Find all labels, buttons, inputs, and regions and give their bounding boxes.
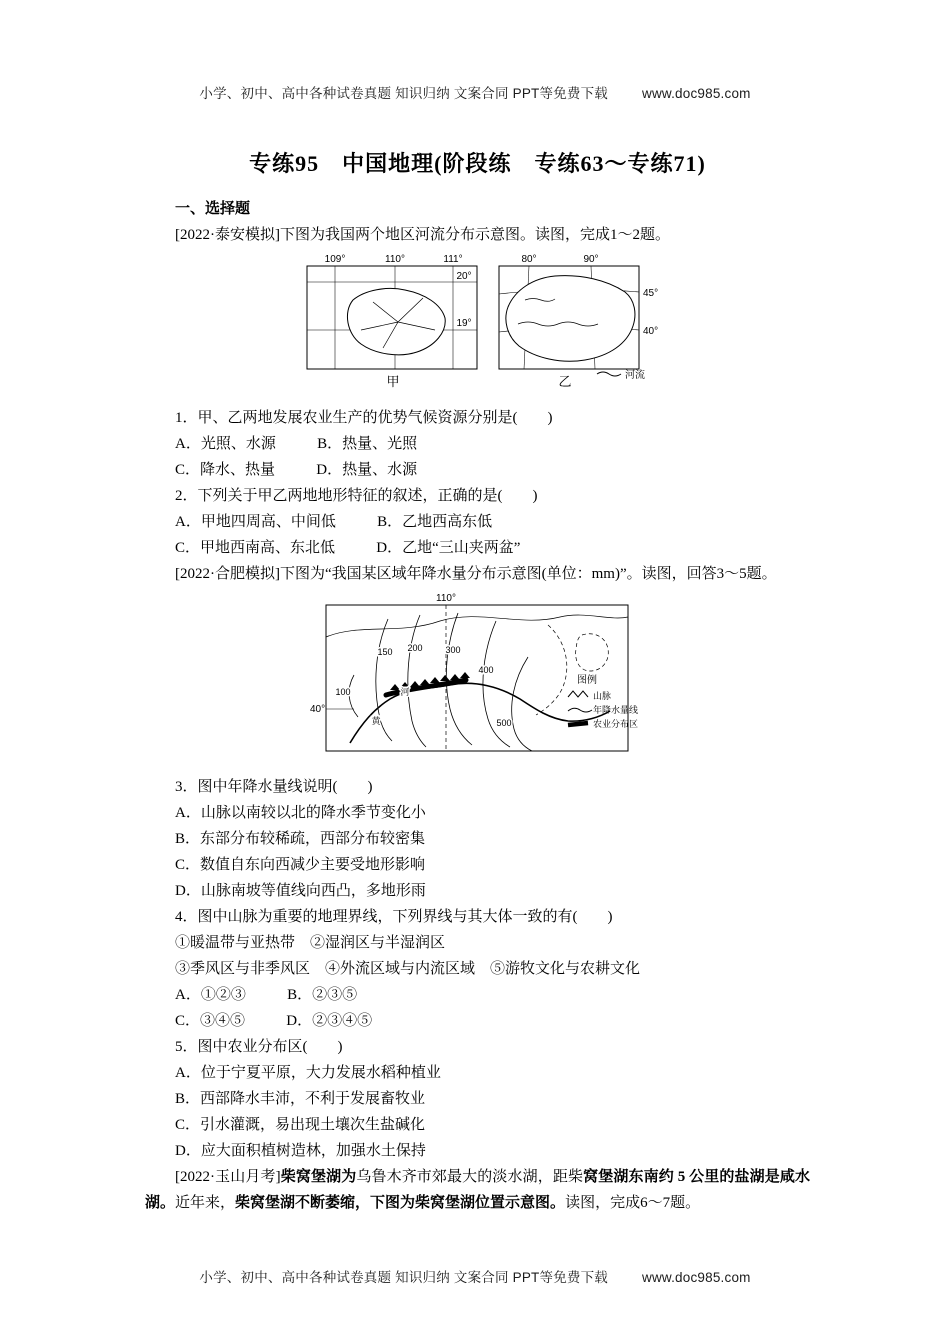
option-a: A．①②③ (175, 987, 246, 1003)
question-stem: 1．甲、乙两地发展农业生产的优势气候资源分别是( ) (175, 410, 553, 426)
map-yi (499, 254, 658, 389)
option-d: D．乙地“三山夹两盆” (376, 540, 521, 556)
river-legend-label: 河流 (624, 370, 645, 381)
legend-item-label: 山脉 (592, 691, 611, 701)
option-d: D．热量、水源 (316, 462, 418, 478)
river-name-char: 河 (399, 687, 410, 697)
contour-200 (407, 615, 425, 747)
question-stem: 4．图中山脉为重要的地理界线，下列界线与其大体一致的有( ) (175, 909, 613, 925)
page-footer (0, 1266, 950, 1286)
precipitation-map-svg (310, 591, 646, 759)
question-4 (145, 904, 810, 1034)
statement-row: ③季风区与非季风区 ④外流区域与内流区域 ⑤游牧文化与农耕文化 (175, 961, 641, 977)
intro-text-segment: 柴窝堡湖不断萎缩， (235, 1195, 371, 1211)
intro-text-segment: [2022·玉山月考] (175, 1169, 281, 1185)
lon-label: 80° (520, 254, 537, 265)
header-text: 小学、初中、高中各种试卷真题 知识归纳 文案合同 PPT等免费下载 (199, 86, 608, 101)
option-a: A．山脉以南较以北的降水季节变化小 (175, 805, 426, 821)
option-row (145, 1008, 810, 1034)
option-row (145, 1086, 810, 1112)
option-c: C．甲地西南高、东北低 (175, 540, 336, 556)
legend-item-label: 年降水量线 (592, 705, 638, 715)
option-a: A．甲地四周高、中间低 (175, 514, 336, 530)
option-row (145, 1060, 810, 1086)
meridian-label: 110° (435, 593, 456, 604)
river-maps-svg (303, 252, 658, 390)
legend-item-label: 农业分布区 (592, 719, 638, 729)
option-b: B．②③⑤ (287, 987, 358, 1003)
option-b: B．热量、光照 (317, 436, 418, 452)
intro-text-segment: 下图为柴窝堡湖位置示意图。 (370, 1195, 566, 1211)
option-row (145, 982, 810, 1008)
option-row (145, 852, 810, 878)
option-b: B．西部降水丰沛，不利于发展畜牧业 (175, 1091, 426, 1107)
question-1 (145, 405, 810, 483)
option-row (145, 457, 810, 483)
figure-precipitation-map (145, 591, 810, 768)
option-a: A．位于宁夏平原，大力发展水稻种植业 (175, 1065, 441, 1081)
figure-river-maps (145, 252, 810, 399)
option-d: D．应大面积植树造林，加强水土保持 (175, 1143, 426, 1159)
contour-label: 200 (406, 643, 423, 653)
contour-label: 500 (495, 718, 512, 728)
question-3 (145, 774, 810, 904)
option-c: C．数值自东向西减少主要受地形影响 (175, 857, 426, 873)
admin-boundary (575, 634, 608, 671)
contour-label: 100 (334, 687, 351, 697)
option-row (145, 535, 810, 561)
question-5 (145, 1034, 810, 1164)
page-header (0, 82, 950, 102)
parallel-label: 40° (309, 704, 325, 715)
isohyet-legend-symbol (568, 708, 592, 712)
option-row (145, 878, 810, 904)
lon-label: 90° (582, 254, 599, 265)
map-jia (307, 254, 477, 389)
lat-label: 20° (455, 271, 472, 282)
intro-text-segment: 柴窝堡湖为 (280, 1169, 357, 1185)
intro-text-segment: 读图，完成6～7题。 (565, 1195, 701, 1211)
lat-label: 45° (642, 288, 658, 299)
option-row (145, 800, 810, 826)
question-stem: 3．图中年降水量线说明( ) (175, 779, 373, 795)
option-row (145, 1112, 810, 1138)
question-stem: 2．下列关于甲乙两地地形特征的叙述，正确的是( ) (175, 488, 538, 504)
footer-url[interactable]: www.doc985.com (642, 1270, 751, 1285)
contour-label: 400 (477, 665, 494, 675)
option-b: B．东部分布较稀疏，西部分布较密集 (175, 831, 426, 847)
intro-text-segment: 盐湖是咸水湖。 (145, 1169, 810, 1211)
footer-text: 小学、初中、高中各种试卷真题 知识归纳 文案合同 PPT等免费下载 (199, 1270, 608, 1285)
option-a: A．光照、水源 (175, 436, 276, 452)
option-d: D．山脉南坡等值线向西凸，多地形雨 (175, 883, 426, 899)
statement-row: ①暖温带与亚热带 ②湿润区与半湿润区 (175, 935, 446, 951)
section-heading: 一、选择题 (175, 201, 251, 217)
option-row (145, 509, 810, 535)
intro-paragraph-3 (145, 1164, 810, 1216)
question-stem: 5．图中农业分布区( ) (175, 1039, 343, 1055)
intro-text-segment: 近年来， (175, 1195, 236, 1211)
option-b: B．乙地西高东低 (377, 514, 493, 530)
intro-paragraph-1: [2022·泰安模拟]下图为我国两个地区河流分布示意图。读图，完成1～2题。 (175, 227, 670, 243)
intro-paragraph-2: [2022·合肥模拟]下图为“我国某区域年降水量分布示意图(单位：mm)”。读图，回答3～5题。 (175, 566, 777, 582)
mountain-legend-symbol (568, 691, 588, 697)
contour-label: 150 (376, 647, 393, 657)
intro-text-segment: 窝堡湖东南约 5 公里的 (583, 1169, 735, 1185)
river-name-char: 黄 (370, 716, 381, 726)
intro-text-segment: 乌鲁木齐市郊最大的淡水湖，距柴 (356, 1169, 584, 1185)
lon-label: 110° (384, 254, 405, 265)
header-url[interactable]: www.doc985.com (642, 86, 751, 101)
option-row (145, 431, 810, 457)
lat-label: 19° (455, 318, 472, 329)
lon-label: 111° (442, 254, 463, 265)
lon-label: 109° (324, 254, 345, 265)
river-legend-symbol (597, 372, 621, 376)
xinjiang-outline (505, 276, 634, 362)
question-2 (145, 483, 810, 561)
contour-400 (482, 621, 512, 747)
option-c: C．③④⑤ (175, 1013, 246, 1029)
option-c: C．降水、热量 (175, 462, 276, 478)
option-row (145, 826, 810, 852)
map-jia-caption: 甲 (385, 374, 400, 389)
lat-label: 40° (642, 326, 658, 337)
agriculture-legend-symbol (568, 723, 588, 725)
page-title: 专练95 中国地理(阶段练 专练63～专练71) (249, 151, 706, 176)
map-yi-caption: 乙 (557, 374, 572, 389)
option-d: D．②③④⑤ (286, 1013, 373, 1029)
north-boundary-line (326, 615, 628, 637)
document-body (145, 196, 810, 1216)
admin-boundary (536, 625, 567, 715)
option-c: C．引水灌溉，易出现土壤次生盐碱化 (175, 1117, 426, 1133)
contour-label: 300 (444, 645, 461, 655)
hainan-island-outline (347, 288, 445, 354)
option-row (145, 1138, 810, 1164)
legend-title: 图例 (576, 675, 597, 686)
